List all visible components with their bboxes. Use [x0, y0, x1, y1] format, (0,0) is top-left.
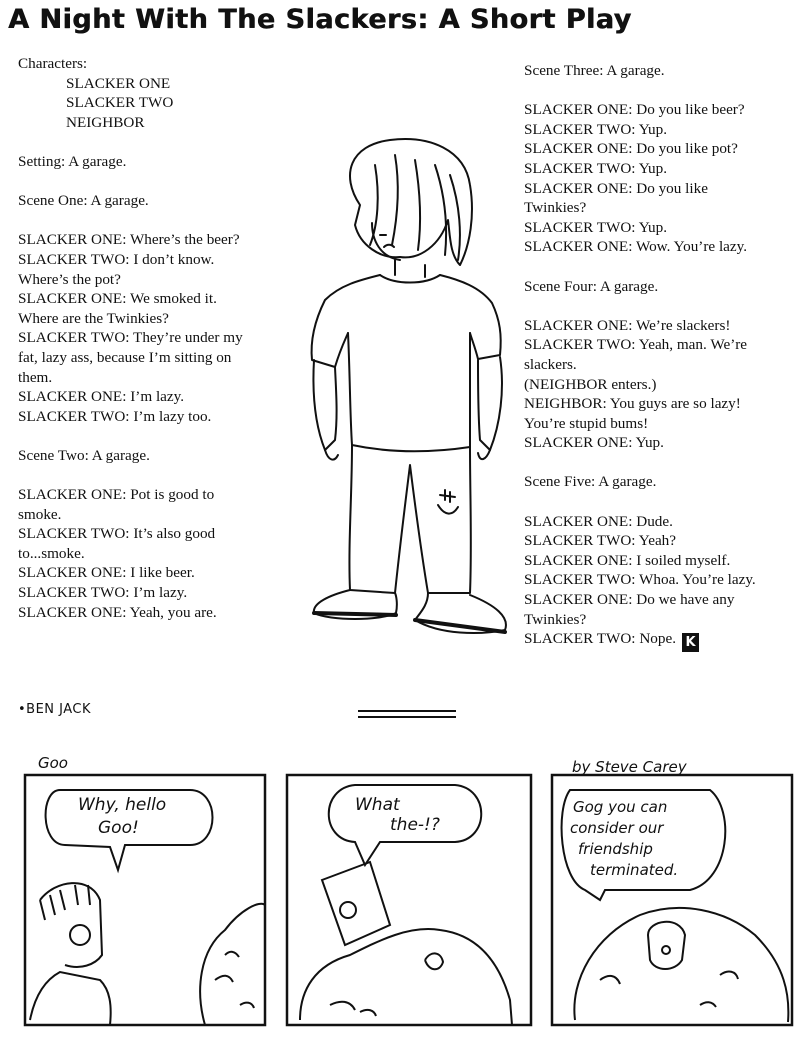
script-line-text: SLACKER ONE: Dude.	[524, 512, 673, 530]
script-line-text: slackers.	[524, 355, 577, 373]
script-line	[18, 152, 293, 172]
panel3-line-4: terminated.	[590, 861, 679, 879]
script-line-text: SLACKER ONE: Yeah, you are.	[18, 603, 217, 621]
panel3-line-2: consider our	[570, 819, 664, 837]
script-line-text: Scene One: A garage.	[18, 192, 149, 210]
script-line	[524, 512, 799, 532]
script-line-text: SLACKER ONE: Do you like	[524, 179, 708, 197]
script-line	[18, 309, 293, 329]
script-line-text: SLACKER TWO: Yup.	[524, 120, 668, 138]
script-line-text: SLACKER ONE: Do you like pot?	[524, 140, 738, 158]
script-line-text: (NEIGHBOR enters.)	[524, 375, 657, 393]
script-line-text: SLACKER ONE: I’m lazy.	[18, 388, 185, 406]
slacker-illustration	[300, 135, 520, 660]
script-line	[18, 583, 293, 603]
script-line-text: SLACKER ONE: Do you like beer?	[524, 101, 745, 119]
script-line	[18, 544, 293, 564]
script-line	[18, 368, 293, 388]
script-line-text: SLACKER TWO: Yeah?	[524, 532, 677, 550]
script-line-text: Scene Five: A garage.	[524, 473, 657, 491]
script-line-text: SLACKER TWO: Yup.	[524, 159, 668, 177]
script-line	[524, 100, 799, 120]
publisher-logo-icon: K	[682, 633, 699, 652]
script-line-text: Where are the Twinkies?	[18, 309, 169, 327]
script-line-text: SLACKER ONE: I like beer.	[18, 564, 195, 582]
line-gap	[18, 211, 293, 231]
script-line-text: SLACKER TWO: Nope.	[524, 630, 677, 648]
line-gap	[524, 257, 799, 277]
script-line	[18, 250, 293, 270]
script-line	[18, 191, 293, 211]
line-gap	[18, 465, 293, 485]
script-line	[524, 433, 799, 453]
script-line	[18, 289, 293, 309]
script-line-text: SLACKER ONE: Yup.	[524, 434, 664, 452]
script-line	[18, 446, 293, 466]
script-line-text: SLACKER TWO: I don’t know.	[18, 250, 215, 268]
script-line-text: SLACKER ONE: I soiled myself.	[524, 551, 731, 569]
script-line	[18, 387, 293, 407]
script-line-text: smoke.	[18, 505, 62, 523]
script-line-text: Scene Three: A garage.	[524, 62, 665, 79]
script-line-text: SLACKER ONE: We’re slackers!	[524, 316, 731, 334]
play-right-column	[524, 61, 799, 652]
script-line-text: SLACKER TWO: They’re under my	[18, 329, 243, 347]
panel3-line-3: friendship	[578, 840, 653, 858]
play-left-column	[18, 54, 293, 622]
script-line	[524, 590, 799, 610]
script-line	[524, 414, 799, 434]
script-line-text: SLACKER TWO	[66, 94, 174, 112]
script-line-text: Scene Two: A garage.	[18, 446, 150, 464]
script-line	[524, 316, 799, 336]
script-line	[18, 270, 293, 290]
script-line-text: Twinkies?	[524, 610, 587, 628]
script-line	[18, 74, 293, 94]
script-line-text: You’re stupid bums!	[524, 414, 649, 432]
script-line-text: them.	[18, 368, 53, 386]
script-line	[18, 93, 293, 113]
script-line	[524, 570, 799, 590]
comic-strip	[0, 750, 800, 1040]
script-line-text: SLACKER TWO: Yeah, man. We’re	[524, 336, 748, 354]
line-gap	[524, 492, 799, 512]
script-line	[524, 61, 799, 81]
line-gap	[18, 172, 293, 192]
script-line	[18, 348, 293, 368]
comic-strip-title: Goo	[38, 754, 68, 772]
script-line-text: SLACKER ONE: We smoked it.	[18, 290, 217, 308]
script-line-text: NEIGHBOR: You guys are so lazy!	[524, 395, 741, 413]
script-line-text: SLACKER TWO: Whoa. You’re lazy.	[524, 571, 756, 589]
panel2-line-1: What	[355, 795, 400, 815]
script-line-text: SLACKER TWO: Yup.	[524, 218, 668, 236]
script-line-text: SLACKER TWO: It’s also good	[18, 525, 216, 543]
section-divider-top	[358, 710, 456, 712]
script-line	[524, 375, 799, 395]
script-line-text: Setting: A garage.	[18, 152, 127, 170]
panel1-line-1: Why, hello	[78, 795, 167, 815]
script-line	[18, 328, 293, 348]
script-line-text: Scene Four: A garage.	[524, 277, 659, 295]
script-line	[18, 485, 293, 505]
script-line-text: fat, lazy ass, because I’m sitting on	[18, 348, 232, 366]
script-line	[18, 524, 293, 544]
script-line-text: Where’s the pot?	[18, 270, 121, 288]
page-title: A Night With The Slackers: A Short Play	[8, 4, 632, 35]
script-line	[524, 120, 799, 140]
script-line-text: to...smoke.	[18, 544, 85, 562]
author-credit: •BEN JACK	[18, 702, 92, 717]
script-line	[524, 198, 799, 218]
script-line	[18, 230, 293, 250]
script-line	[524, 629, 799, 652]
script-line-text: SLACKER ONE: Do we have any	[524, 591, 735, 609]
line-gap	[524, 296, 799, 316]
script-line-text: SLACKER TWO: I’m lazy.	[18, 584, 188, 602]
line-gap	[524, 81, 799, 101]
script-line	[524, 335, 799, 355]
script-line	[18, 54, 293, 74]
script-line	[524, 531, 799, 551]
script-line-text: NEIGHBOR	[66, 113, 145, 131]
panel1-line-2: Goo!	[98, 818, 139, 838]
panel3-line-1: Gog you can	[573, 798, 668, 816]
script-line	[524, 355, 799, 375]
script-line-text: Characters:	[18, 55, 88, 72]
script-line	[18, 505, 293, 525]
line-gap	[18, 426, 293, 446]
script-line-text: SLACKER TWO: I’m lazy too.	[18, 407, 212, 425]
script-line	[524, 139, 799, 159]
script-line-text: SLACKER ONE: Wow. You’re lazy.	[524, 238, 748, 256]
script-line	[18, 113, 293, 133]
script-line-text: Twinkies?	[524, 199, 587, 217]
script-line	[18, 407, 293, 427]
script-line	[524, 394, 799, 414]
script-line	[524, 159, 799, 179]
script-line-text: SLACKER ONE	[66, 74, 171, 92]
script-line	[524, 472, 799, 492]
comic-byline: by Steve Carey	[572, 758, 687, 776]
line-gap	[524, 453, 799, 473]
line-gap	[18, 132, 293, 152]
script-line	[18, 603, 293, 623]
section-divider-bottom	[358, 716, 456, 718]
script-line	[524, 218, 799, 238]
script-line	[524, 277, 799, 297]
script-line-text: SLACKER ONE: Where’s the beer?	[18, 231, 240, 249]
script-line	[524, 179, 799, 199]
script-line	[18, 563, 293, 583]
script-line-text: SLACKER ONE: Pot is good to	[18, 486, 215, 504]
panel2-line-2: the-!?	[390, 815, 440, 835]
script-line	[524, 237, 799, 257]
script-line	[524, 551, 799, 571]
script-line	[524, 610, 799, 630]
